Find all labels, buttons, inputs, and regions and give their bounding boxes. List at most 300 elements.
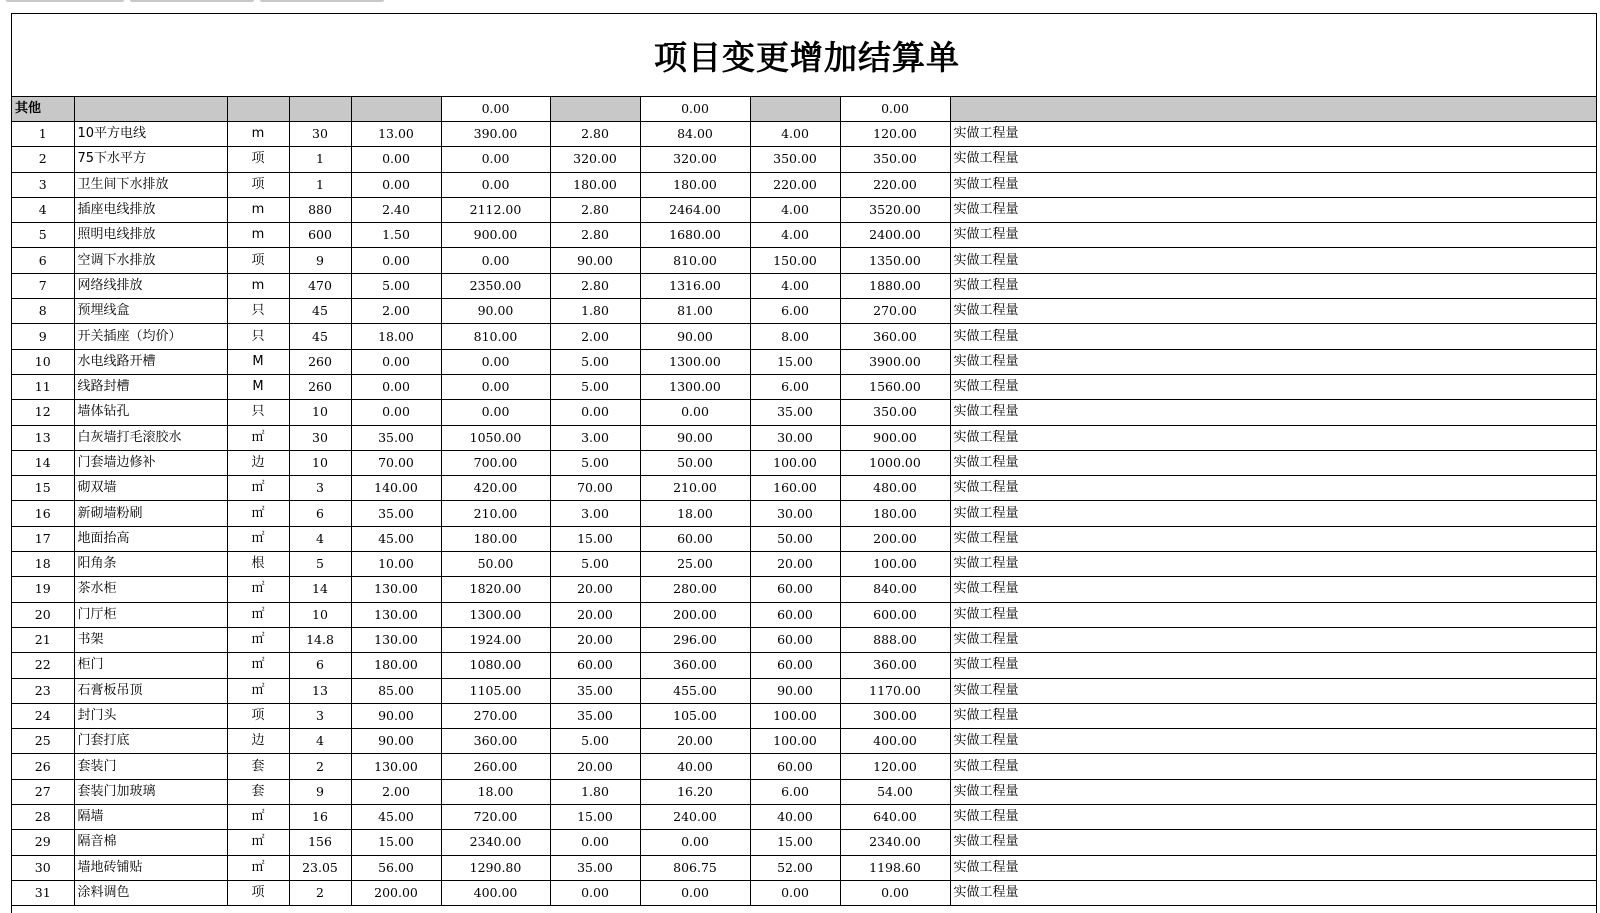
row-number-cell[interactable]: 28 [12,805,74,830]
row-number-cell[interactable]: 15 [12,476,74,501]
item-name-cell[interactable]: 阳角条 [74,552,227,577]
price-cell[interactable]: 0.00 [550,830,640,855]
price-cell[interactable]: 5.00 [550,374,640,399]
quantity-cell[interactable]: 45 [289,324,351,349]
amount-cell[interactable]: 1820.00 [441,577,550,602]
remark-cell[interactable]: 实做工程量 [950,223,1597,248]
unit-cell[interactable]: ㎡ [227,627,289,652]
remark-cell[interactable]: 实做工程量 [950,374,1597,399]
amount-cell[interactable]: 1050.00 [441,425,550,450]
price-cell[interactable]: 0.00 [750,880,840,905]
remark-cell[interactable]: 实做工程量 [950,122,1597,147]
row-number-cell[interactable]: 4 [12,197,74,222]
sheet-tab[interactable] [6,0,124,2]
unit-cell[interactable]: ㎡ [227,577,289,602]
item-name-cell[interactable]: 套装门加玻璃 [74,779,227,804]
amount-cell[interactable]: 1880.00 [840,273,950,298]
amount-cell[interactable]: 270.00 [441,703,550,728]
price-cell[interactable]: 35.00 [550,678,640,703]
item-name-cell[interactable]: 书架 [74,627,227,652]
unit-cell[interactable]: ㎡ [227,526,289,551]
amount-cell[interactable]: 360.00 [640,653,750,678]
quantity-cell[interactable]: 600 [289,223,351,248]
price-cell[interactable]: 2.00 [351,299,441,324]
price-cell[interactable]: 2.00 [550,324,640,349]
row-number-cell[interactable]: 20 [12,602,74,627]
item-name-cell[interactable]: 石膏板吊顶 [74,678,227,703]
amount-cell[interactable]: 360.00 [840,653,950,678]
price-cell[interactable]: 90.00 [750,678,840,703]
row-number-cell[interactable]: 9 [12,324,74,349]
item-name-cell[interactable]: 地面抬高 [74,526,227,551]
amount-cell[interactable]: 0.00 [640,880,750,905]
price-cell[interactable]: 45.00 [351,526,441,551]
amount-cell[interactable]: 1300.00 [640,374,750,399]
item-name-cell[interactable]: 开关插座（均价） [74,324,227,349]
price-cell[interactable]: 56.00 [351,855,441,880]
price-cell[interactable]: 15.00 [550,805,640,830]
quantity-cell[interactable]: 9 [289,248,351,273]
row-number-cell[interactable]: 11 [12,374,74,399]
item-name-cell[interactable]: 隔音棉 [74,830,227,855]
remark-cell[interactable]: 实做工程量 [950,627,1597,652]
amount-cell[interactable]: 2350.00 [441,273,550,298]
price-cell[interactable]: 2.80 [550,122,640,147]
quantity-cell[interactable]: 470 [289,273,351,298]
amount-cell[interactable]: 1300.00 [441,602,550,627]
price-cell[interactable]: 180.00 [550,172,640,197]
amount-cell[interactable]: 50.00 [640,450,750,475]
section-label[interactable]: 其他 [12,97,74,122]
price-cell[interactable]: 350.00 [750,147,840,172]
amount-cell[interactable]: 640.00 [840,805,950,830]
amount-cell[interactable]: 120.00 [840,754,950,779]
unit-cell[interactable]: M [227,349,289,374]
amount-cell[interactable]: 0.00 [441,349,550,374]
section-total-cell[interactable]: 0.00 [840,97,950,122]
item-name-cell[interactable]: 涂料调色 [74,880,227,905]
price-cell[interactable]: 15.00 [750,830,840,855]
row-number-cell[interactable]: 7 [12,273,74,298]
remark-cell[interactable]: 实做工程量 [950,400,1597,425]
amount-cell[interactable]: 1080.00 [441,653,550,678]
unit-cell[interactable]: 套 [227,779,289,804]
amount-cell[interactable]: 360.00 [840,324,950,349]
row-number-cell[interactable]: 30 [12,855,74,880]
quantity-cell[interactable]: 1 [289,147,351,172]
remark-cell[interactable]: 实做工程量 [950,526,1597,551]
item-name-cell[interactable]: 墙地砖铺贴 [74,855,227,880]
row-number-cell[interactable]: 18 [12,552,74,577]
section-total-cell[interactable]: 0.00 [441,97,550,122]
unit-cell[interactable]: 项 [227,248,289,273]
price-cell[interactable]: 2.00 [351,779,441,804]
amount-cell[interactable]: 350.00 [840,147,950,172]
quantity-cell[interactable]: 260 [289,374,351,399]
amount-cell[interactable]: 240.00 [640,805,750,830]
quantity-cell[interactable]: 30 [289,425,351,450]
amount-cell[interactable]: 300.00 [840,703,950,728]
price-cell[interactable]: 70.00 [351,450,441,475]
price-cell[interactable]: 100.00 [750,703,840,728]
sheet-tab[interactable] [130,0,254,2]
row-number-cell[interactable]: 16 [12,501,74,526]
price-cell[interactable]: 3.00 [550,501,640,526]
unit-cell[interactable]: m [227,273,289,298]
quantity-cell[interactable]: 23.05 [289,855,351,880]
amount-cell[interactable]: 260.00 [441,754,550,779]
amount-cell[interactable]: 296.00 [640,627,750,652]
amount-cell[interactable]: 1000.00 [840,450,950,475]
amount-cell[interactable]: 18.00 [441,779,550,804]
table-cell[interactable] [550,97,640,122]
amount-cell[interactable]: 806.75 [640,855,750,880]
remark-cell[interactable]: 实做工程量 [950,476,1597,501]
price-cell[interactable]: 0.00 [550,880,640,905]
row-number-cell[interactable]: 6 [12,248,74,273]
quantity-cell[interactable]: 156 [289,830,351,855]
row-number-cell[interactable]: 19 [12,577,74,602]
amount-cell[interactable]: 0.00 [640,400,750,425]
amount-cell[interactable]: 350.00 [840,400,950,425]
amount-cell[interactable]: 0.00 [441,248,550,273]
price-cell[interactable]: 20.00 [550,627,640,652]
table-cell[interactable] [750,97,840,122]
price-cell[interactable]: 15.00 [750,349,840,374]
amount-cell[interactable]: 210.00 [441,501,550,526]
remark-cell[interactable]: 实做工程量 [950,779,1597,804]
row-number-cell[interactable]: 29 [12,830,74,855]
amount-cell[interactable]: 400.00 [840,729,950,754]
amount-cell[interactable]: 270.00 [840,299,950,324]
price-cell[interactable]: 320.00 [550,147,640,172]
price-cell[interactable]: 60.00 [550,653,640,678]
item-name-cell[interactable]: 门厅柜 [74,602,227,627]
price-cell[interactable]: 5.00 [351,273,441,298]
price-cell[interactable]: 6.00 [750,299,840,324]
quantity-cell[interactable]: 14.8 [289,627,351,652]
amount-cell[interactable]: 54.00 [840,779,950,804]
unit-cell[interactable]: ㎡ [227,805,289,830]
row-number-cell[interactable]: 17 [12,526,74,551]
row-number-cell[interactable]: 14 [12,450,74,475]
remark-cell[interactable]: 实做工程量 [950,147,1597,172]
price-cell[interactable]: 30.00 [750,425,840,450]
price-cell[interactable]: 5.00 [550,729,640,754]
row-number-cell[interactable]: 10 [12,349,74,374]
quantity-cell[interactable]: 13 [289,678,351,703]
item-name-cell[interactable]: 水电线路开槽 [74,349,227,374]
table-cell[interactable] [351,97,441,122]
quantity-cell[interactable]: 14 [289,577,351,602]
price-cell[interactable]: 1.80 [550,779,640,804]
price-cell[interactable]: 0.00 [351,374,441,399]
price-cell[interactable]: 30.00 [750,501,840,526]
item-name-cell[interactable]: 隔墙 [74,805,227,830]
amount-cell[interactable]: 700.00 [441,450,550,475]
price-cell[interactable]: 35.00 [550,855,640,880]
remark-cell[interactable]: 实做工程量 [950,197,1597,222]
remark-cell[interactable]: 实做工程量 [950,349,1597,374]
amount-cell[interactable]: 100.00 [840,552,950,577]
amount-cell[interactable]: 1560.00 [840,374,950,399]
quantity-cell[interactable]: 260 [289,349,351,374]
amount-cell[interactable]: 840.00 [840,577,950,602]
unit-cell[interactable]: ㎡ [227,653,289,678]
amount-cell[interactable]: 390.00 [441,122,550,147]
price-cell[interactable]: 130.00 [351,627,441,652]
item-name-cell[interactable]: 墙体钻孔 [74,400,227,425]
unit-cell[interactable]: ㎡ [227,602,289,627]
unit-cell[interactable]: 只 [227,324,289,349]
amount-cell[interactable]: 1300.00 [640,349,750,374]
quantity-cell[interactable]: 880 [289,197,351,222]
price-cell[interactable]: 15.00 [351,830,441,855]
amount-cell[interactable]: 16.20 [640,779,750,804]
quantity-cell[interactable]: 10 [289,450,351,475]
price-cell[interactable]: 35.00 [351,501,441,526]
unit-cell[interactable]: m [227,122,289,147]
quantity-cell[interactable]: 4 [289,729,351,754]
section-total-cell[interactable]: 0.00 [640,97,750,122]
price-cell[interactable]: 35.00 [351,425,441,450]
amount-cell[interactable]: 1350.00 [840,248,950,273]
price-cell[interactable]: 5.00 [550,450,640,475]
unit-cell[interactable]: 项 [227,147,289,172]
item-name-cell[interactable]: 白灰墙打毛滚胶水 [74,425,227,450]
remark-cell[interactable]: 实做工程量 [950,754,1597,779]
unit-cell[interactable]: M [227,374,289,399]
item-name-cell[interactable]: 线路封槽 [74,374,227,399]
price-cell[interactable]: 15.00 [550,526,640,551]
amount-cell[interactable]: 3520.00 [840,197,950,222]
price-cell[interactable]: 20.00 [550,577,640,602]
amount-cell[interactable]: 180.00 [640,172,750,197]
amount-cell[interactable]: 105.00 [640,703,750,728]
price-cell[interactable]: 90.00 [351,703,441,728]
amount-cell[interactable]: 1924.00 [441,627,550,652]
amount-cell[interactable]: 1290.80 [441,855,550,880]
item-name-cell[interactable]: 套装门 [74,754,227,779]
remark-cell[interactable]: 实做工程量 [950,450,1597,475]
row-number-cell[interactable]: 23 [12,678,74,703]
price-cell[interactable]: 20.00 [550,754,640,779]
quantity-cell[interactable]: 5 [289,552,351,577]
remark-cell[interactable]: 实做工程量 [950,577,1597,602]
table-cell[interactable] [289,97,351,122]
price-cell[interactable]: 1.80 [550,299,640,324]
unit-cell[interactable]: 只 [227,299,289,324]
amount-cell[interactable]: 1105.00 [441,678,550,703]
price-cell[interactable]: 90.00 [550,248,640,273]
price-cell[interactable]: 20.00 [550,602,640,627]
price-cell[interactable]: 60.00 [750,602,840,627]
amount-cell[interactable]: 210.00 [640,476,750,501]
unit-cell[interactable]: 项 [227,703,289,728]
price-cell[interactable]: 45.00 [351,805,441,830]
price-cell[interactable]: 130.00 [351,754,441,779]
price-cell[interactable]: 150.00 [750,248,840,273]
row-number-cell[interactable]: 5 [12,223,74,248]
unit-cell[interactable]: 边 [227,729,289,754]
unit-cell[interactable]: 套 [227,754,289,779]
price-cell[interactable]: 18.00 [351,324,441,349]
amount-cell[interactable]: 90.00 [441,299,550,324]
sheet-tab[interactable] [260,0,384,2]
amount-cell[interactable]: 0.00 [441,374,550,399]
price-cell[interactable]: 60.00 [750,653,840,678]
quantity-cell[interactable]: 4 [289,526,351,551]
amount-cell[interactable]: 1198.60 [840,855,950,880]
unit-cell[interactable]: 边 [227,450,289,475]
amount-cell[interactable]: 1170.00 [840,678,950,703]
amount-cell[interactable]: 40.00 [640,754,750,779]
amount-cell[interactable]: 18.00 [640,501,750,526]
quantity-cell[interactable]: 6 [289,653,351,678]
amount-cell[interactable]: 90.00 [640,324,750,349]
remark-cell[interactable]: 实做工程量 [950,248,1597,273]
item-name-cell[interactable]: 砌双墙 [74,476,227,501]
price-cell[interactable]: 6.00 [750,779,840,804]
row-number-cell[interactable]: 25 [12,729,74,754]
price-cell[interactable]: 180.00 [351,653,441,678]
remark-cell[interactable]: 实做工程量 [950,703,1597,728]
row-number-cell[interactable]: 12 [12,400,74,425]
quantity-cell[interactable]: 30 [289,122,351,147]
row-number-cell[interactable]: 1 [12,122,74,147]
price-cell[interactable]: 50.00 [750,526,840,551]
item-name-cell[interactable]: 10平方电线 [74,122,227,147]
price-cell[interactable]: 8.00 [750,324,840,349]
amount-cell[interactable]: 90.00 [640,425,750,450]
price-cell[interactable]: 100.00 [750,729,840,754]
row-number-cell[interactable]: 27 [12,779,74,804]
price-cell[interactable]: 2.80 [550,197,640,222]
amount-cell[interactable]: 280.00 [640,577,750,602]
unit-cell[interactable]: ㎡ [227,678,289,703]
amount-cell[interactable]: 0.00 [441,147,550,172]
price-cell[interactable]: 40.00 [750,805,840,830]
quantity-cell[interactable]: 1 [289,172,351,197]
table-cell[interactable] [74,97,227,122]
price-cell[interactable]: 5.00 [550,552,640,577]
quantity-cell[interactable]: 45 [289,299,351,324]
amount-cell[interactable]: 20.00 [640,729,750,754]
item-name-cell[interactable]: 门套打底 [74,729,227,754]
row-number-cell[interactable]: 22 [12,653,74,678]
price-cell[interactable]: 60.00 [750,577,840,602]
item-name-cell[interactable]: 卫生间下水排放 [74,172,227,197]
remark-cell[interactable]: 实做工程量 [950,880,1597,905]
item-name-cell[interactable]: 门套墙边修补 [74,450,227,475]
row-number-cell[interactable]: 26 [12,754,74,779]
price-cell[interactable]: 4.00 [750,223,840,248]
price-cell[interactable]: 60.00 [750,627,840,652]
amount-cell[interactable]: 888.00 [840,627,950,652]
unit-cell[interactable]: ㎡ [227,425,289,450]
amount-cell[interactable]: 3900.00 [840,349,950,374]
price-cell[interactable]: 4.00 [750,197,840,222]
amount-cell[interactable]: 0.00 [840,880,950,905]
quantity-cell[interactable]: 2 [289,754,351,779]
remark-cell[interactable]: 实做工程量 [950,855,1597,880]
amount-cell[interactable]: 120.00 [840,122,950,147]
price-cell[interactable]: 140.00 [351,476,441,501]
unit-cell[interactable]: m [227,223,289,248]
amount-cell[interactable]: 360.00 [441,729,550,754]
price-cell[interactable]: 4.00 [750,273,840,298]
price-cell[interactable]: 130.00 [351,602,441,627]
amount-cell[interactable]: 1316.00 [640,273,750,298]
remark-cell[interactable]: 实做工程量 [950,299,1597,324]
amount-cell[interactable]: 2400.00 [840,223,950,248]
price-cell[interactable]: 0.00 [550,400,640,425]
item-name-cell[interactable]: 新砌墙粉刷 [74,501,227,526]
unit-cell[interactable]: ㎡ [227,476,289,501]
row-number-cell[interactable]: 2 [12,147,74,172]
price-cell[interactable]: 0.00 [351,172,441,197]
amount-cell[interactable]: 320.00 [640,147,750,172]
price-cell[interactable]: 4.00 [750,122,840,147]
price-cell[interactable]: 0.00 [351,147,441,172]
amount-cell[interactable]: 81.00 [640,299,750,324]
item-name-cell[interactable]: 75下水平方 [74,147,227,172]
amount-cell[interactable]: 200.00 [640,602,750,627]
price-cell[interactable]: 10.00 [351,552,441,577]
remark-cell[interactable]: 实做工程量 [950,324,1597,349]
quantity-cell[interactable]: 10 [289,602,351,627]
amount-cell[interactable]: 900.00 [840,425,950,450]
item-name-cell[interactable]: 预埋线盒 [74,299,227,324]
unit-cell[interactable]: ㎡ [227,501,289,526]
row-number-cell[interactable]: 21 [12,627,74,652]
price-cell[interactable]: 60.00 [750,754,840,779]
amount-cell[interactable]: 60.00 [640,526,750,551]
remark-cell[interactable]: 实做工程量 [950,729,1597,754]
item-name-cell[interactable]: 封门头 [74,703,227,728]
amount-cell[interactable]: 0.00 [441,400,550,425]
amount-cell[interactable]: 480.00 [840,476,950,501]
amount-cell[interactable]: 720.00 [441,805,550,830]
unit-cell[interactable]: 项 [227,172,289,197]
amount-cell[interactable]: 2340.00 [441,830,550,855]
amount-cell[interactable]: 810.00 [441,324,550,349]
quantity-cell[interactable]: 6 [289,501,351,526]
quantity-cell[interactable]: 2 [289,880,351,905]
remark-cell[interactable]: 实做工程量 [950,805,1597,830]
table-cell[interactable] [950,97,1597,122]
amount-cell[interactable]: 2112.00 [441,197,550,222]
amount-cell[interactable]: 2464.00 [640,197,750,222]
amount-cell[interactable]: 220.00 [840,172,950,197]
amount-cell[interactable]: 900.00 [441,223,550,248]
item-name-cell[interactable]: 照明电线排放 [74,223,227,248]
price-cell[interactable]: 85.00 [351,678,441,703]
price-cell[interactable]: 90.00 [351,729,441,754]
price-cell[interactable]: 13.00 [351,122,441,147]
item-name-cell[interactable]: 网络线排放 [74,273,227,298]
amount-cell[interactable]: 810.00 [640,248,750,273]
quantity-cell[interactable]: 9 [289,779,351,804]
remark-cell[interactable]: 实做工程量 [950,172,1597,197]
unit-cell[interactable]: 项 [227,880,289,905]
amount-cell[interactable]: 400.00 [441,880,550,905]
remark-cell[interactable]: 实做工程量 [950,425,1597,450]
row-number-cell[interactable]: 13 [12,425,74,450]
price-cell[interactable]: 0.00 [351,248,441,273]
remark-cell[interactable]: 实做工程量 [950,602,1597,627]
price-cell[interactable]: 5.00 [550,349,640,374]
